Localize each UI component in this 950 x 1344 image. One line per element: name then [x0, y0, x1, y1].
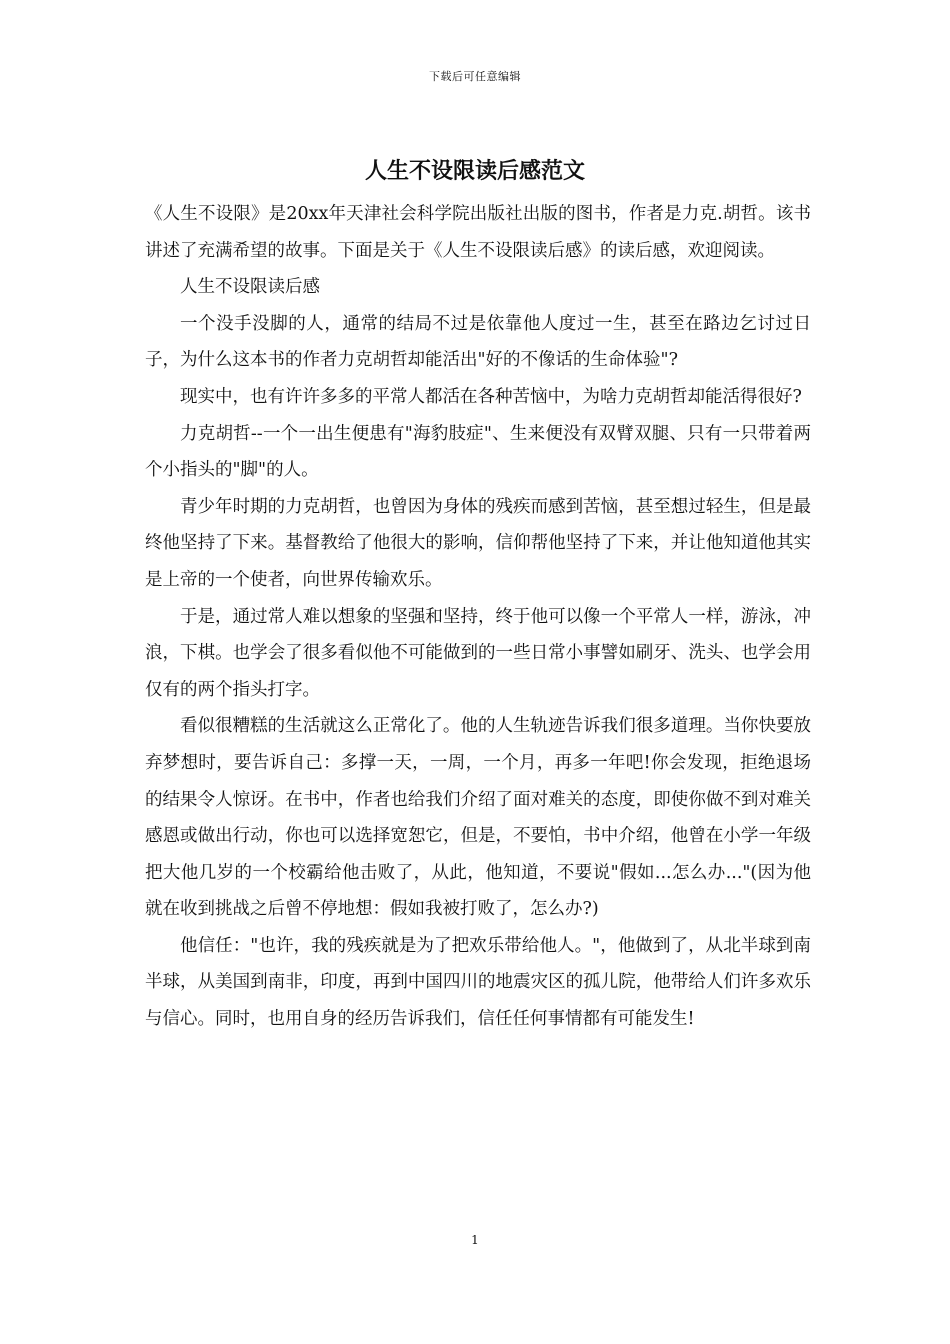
paragraph: 他信任："也许，我的残疾就是为了把欢乐带给他人。"，他做到了，从北半球到南半球，从美国到南非，印度，再到中国四川的地震灾区的孤儿院，他带给人们许多欢乐与信心。同时，也用自身的经历告诉我们，信任任何事情都有可能发生!	[145, 935, 811, 1030]
paragraph: 于是，通过常人难以想象的坚强和坚持，终于他可以像一个平常人一样，游泳，冲浪，下棋。也学会了很多看似他不可能做到的一些日常小事譬如刷牙、洗头、也学会用仅有的两个指头打字。	[145, 606, 811, 700]
page-number: 1	[471, 1233, 479, 1247]
document-body	[145, 196, 811, 1038]
paragraph: 看似很糟糕的生活就这么正常化了。他的人生轨迹告诉我们很多道理。当你快要放弃梦想时，要告诉自己：多撑一天，一周，一个月，再多一年吧!你会发现，拒绝退场的结果令人惊讶。在书中，作者也给我们介绍了面对难关的态度，即使你做不到对难关感恩或做出行动，你也可以选择宽恕它，但是，不要怕，书中介绍，他曾在小学一年级把大他几岁的一个校霸给他击败了，从此，他知道，不要说"假如...怎么办..."(因为他就在收到挑战之后曾不停地想：假如我被打败了，怎么办?)	[145, 716, 811, 920]
paragraph: 现实中，也有许许多多的平常人都活在各种苦恼中，为啥力克胡哲却能活得很好?	[180, 386, 802, 407]
page-title: 人生不设限读后感范文	[364, 158, 585, 184]
paragraph: 力克胡哲--一个一出生便患有"海豹肢症"、生来便没有双臂双腿、只有一只带着两个小指头的"脚"的人。	[145, 423, 811, 481]
paragraph: 青少年时期的力克胡哲，也曾因为身体的残疾而感到苦恼，甚至想过轻生，但是最终他坚持了下来。基督教给了他很大的影响，信仰帮他坚持了下来，并让他知道他其实是上帝的一个使者，向世界传输欢乐。	[145, 496, 811, 590]
header-note: 下载后可任意编辑	[429, 70, 521, 83]
paragraph-subtitle: 人生不设限读后感	[180, 277, 320, 298]
paragraph: 一个没手没脚的人，通常的结局不过是依靠他人度过一生，甚至在路边乞讨过日子，为什么这本书的作者力克胡哲却能活出"好的不像话的生命体验"?	[145, 313, 811, 371]
paragraph-intro: 《人生不设限》是20xx年天津社会科学院出版社出版的图书，作者是力克.胡哲。该书讲述了充满希望的故事。下面是关于《人生不设限读后感》的读后感，欢迎阅读。	[145, 204, 811, 261]
